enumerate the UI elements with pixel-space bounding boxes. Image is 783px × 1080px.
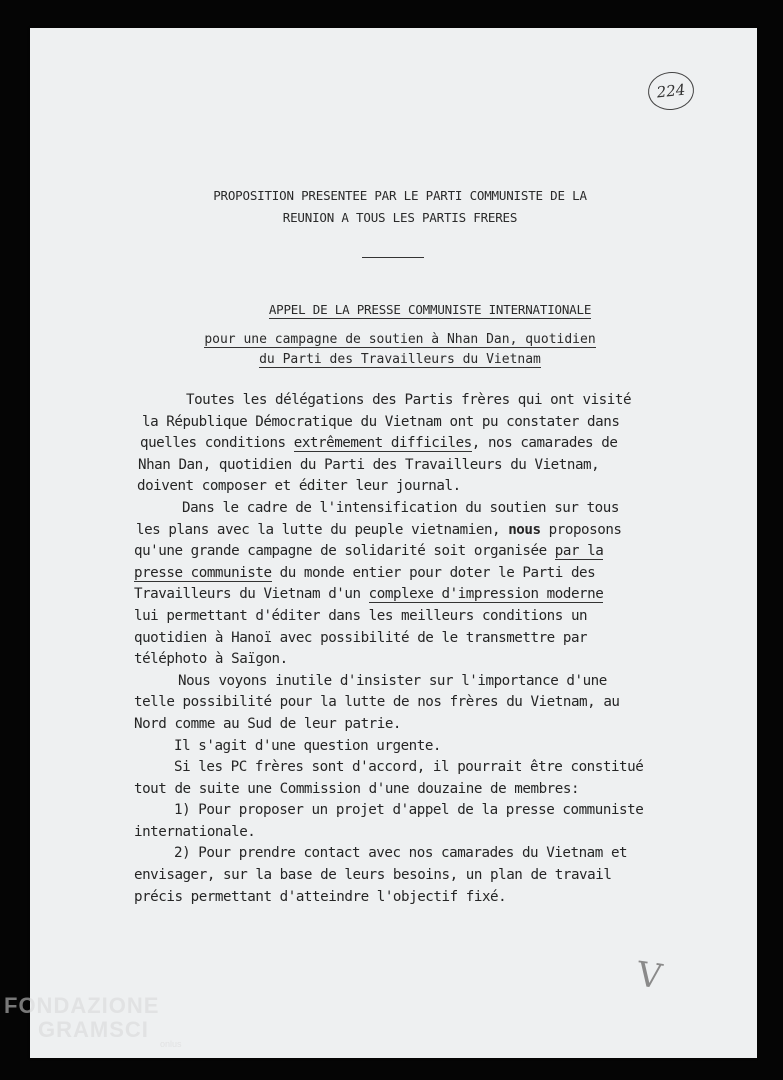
page-number-stamp: 224 [646, 70, 696, 113]
heading-line-2: REUNION A TOUS LES PARTIS FRERES [282, 210, 518, 225]
heading-line-1: PROPOSITION PRESENTEE PAR LE PARTI COMMUNISTE DE LA [213, 188, 587, 203]
body-line: envisager, sur la base de leurs besoins, un plan de travail [134, 867, 612, 884]
body-line: quelles conditions extrêmement difficiles, nos camarades de [140, 435, 618, 452]
body-line: téléphoto à Saïgon. [134, 651, 288, 668]
watermark-line-2: GRAMSCI [38, 1017, 149, 1042]
appel-title [230, 302, 630, 317]
heading-divider [362, 257, 424, 258]
document-heading [150, 185, 650, 229]
body-line: telle possibilité pour la lutte de nos frères du Vietnam, au [134, 694, 620, 711]
body-line: Si les PC frères sont d'accord, il pourrait être constitué [174, 759, 644, 776]
body-line: Nhan Dan, quotidien du Parti des Travailleurs du Vietnam, [138, 456, 600, 473]
body-line: Nord comme au Sud de leur patrie. [134, 715, 402, 732]
subtitle-line-2: du Parti des Travailleurs du Vietnam [259, 352, 541, 367]
document-page [30, 28, 757, 1058]
body-line: tout de suite une Commission d'une douzaine de membres: [134, 780, 580, 797]
watermark-line-3: onlus [160, 1039, 182, 1049]
underlined-phrase: presse communiste [134, 564, 272, 581]
body-line: quotidien à Hanoï avec possibilité de le transmettre par [134, 629, 588, 646]
body-line: Dans le cadre de l'intensification du soutien sur tous [182, 499, 619, 516]
body-line: Il s'agit d'une question urgente. [174, 737, 442, 754]
body-line: la République Démocratique du Vietnam ont pu constater dans [142, 413, 620, 430]
bold-word: nous [508, 521, 541, 538]
subtitle-line-1: pour une campagne de soutien à Nhan Dan, quotidien [204, 332, 596, 347]
underlined-phrase: extrêmement difficiles [293, 435, 472, 452]
body-line: qu'une grande campagne de solidarité soit organisée par la [134, 543, 604, 560]
body-line: Nous voyons inutile d'insister sur l'importance d'une [178, 672, 607, 689]
body-line: internationale. [134, 823, 256, 840]
body-line: presse communiste du monde entier pour doter le Parti des [134, 564, 596, 581]
watermark-line-1: FONDAZIONE [4, 993, 160, 1018]
body-line: précis permettant d'atteindre l'objectif fixé. [134, 888, 507, 905]
body-line: lui permettant d'éditer dans les meilleurs conditions un [134, 607, 588, 624]
body-text [134, 390, 724, 908]
underlined-phrase: par la [554, 543, 604, 560]
body-line: les plans avec la lutte du peuple vietnamien, nous proposons [136, 521, 622, 538]
appel-title-text: APPEL DE LA PRESSE COMMUNISTE INTERNATIONALE [268, 302, 592, 317]
handwritten-check-mark: V [634, 954, 665, 998]
body-line: Toutes les délégations des Partis frères qui ont visité [186, 392, 632, 408]
body-line: 2) Pour prendre contact avec nos camarades du Vietnam et [174, 845, 628, 862]
underlined-phrase: complexe d'impression moderne [368, 586, 604, 603]
body-line: Travailleurs du Vietnam d'un complexe d'impression moderne [134, 586, 604, 603]
fondazione-gramsci-watermark [4, 993, 182, 1049]
body-line: 1) Pour proposer un projet d'appel de la presse communiste [174, 802, 644, 819]
appel-subtitle [150, 330, 650, 370]
body-line: doivent composer et éditer leur journal. [137, 478, 461, 495]
